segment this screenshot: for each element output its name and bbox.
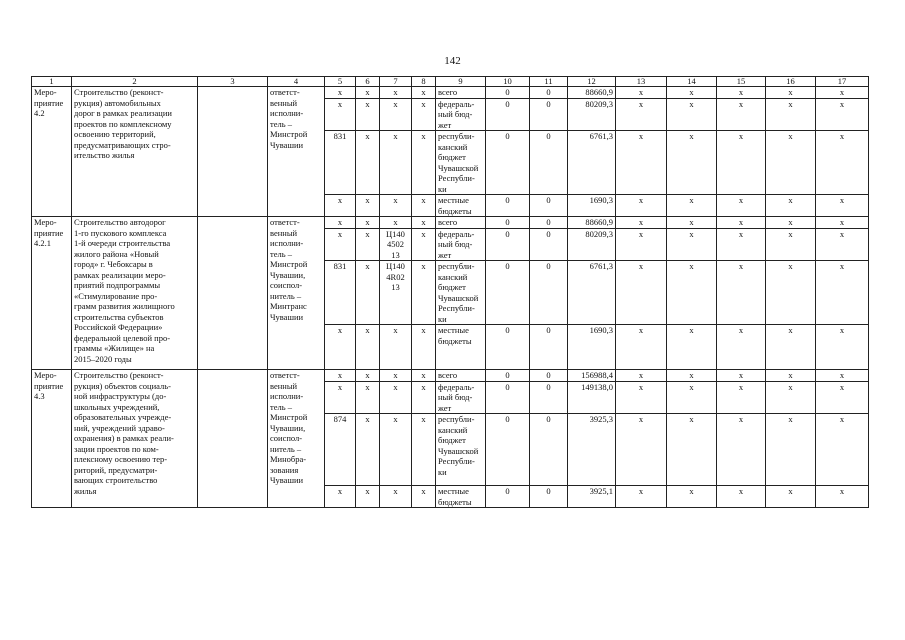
code-cell: Ц140 4R02 13 bbox=[380, 261, 412, 325]
code-cell: x bbox=[325, 381, 356, 414]
code-cell: x bbox=[412, 195, 436, 217]
value-cell: 0 bbox=[530, 217, 568, 229]
responsible-cell: ответст- венный исполни- тель – Минстрой Чувашии, соиспол- нитель – Минобра- зования Чувашии bbox=[268, 370, 325, 508]
code-cell: x bbox=[380, 195, 412, 217]
code-cell: x bbox=[356, 217, 380, 229]
value-cell: 0 bbox=[530, 131, 568, 195]
value-cell: x bbox=[816, 261, 869, 325]
value-cell: x bbox=[667, 261, 717, 325]
code-cell: x bbox=[412, 414, 436, 486]
code-cell: x bbox=[325, 217, 356, 229]
code-cell: x bbox=[412, 131, 436, 195]
column-number: 10 bbox=[486, 77, 530, 87]
value-cell: 0 bbox=[530, 228, 568, 261]
code-cell: x bbox=[412, 98, 436, 131]
funding-source-cell: всего bbox=[436, 370, 486, 382]
value-cell: x bbox=[816, 98, 869, 131]
value-cell: 0 bbox=[486, 228, 530, 261]
value-cell: x bbox=[667, 414, 717, 486]
column-number: 14 bbox=[667, 77, 717, 87]
amount-cell: 156988,4 bbox=[568, 370, 616, 382]
column-number: 12 bbox=[568, 77, 616, 87]
value-cell: 0 bbox=[530, 370, 568, 382]
code-cell: x bbox=[380, 381, 412, 414]
value-cell: x bbox=[816, 486, 869, 508]
code-cell: x bbox=[412, 228, 436, 261]
code-cell: x bbox=[356, 261, 380, 325]
value-cell: 0 bbox=[486, 98, 530, 131]
column-number: 6 bbox=[356, 77, 380, 87]
event-description-cell: Строительство (реконст- рукция) объектов социаль- ной инфраструктуры (до- школьных учреждений, образовательных учрежде- ний, учреждений здраво- охранения) в рамках реали- зации проектов по ком- плексному освоению тер- риторий, предусматри- вающих строительство жилья bbox=[72, 370, 198, 508]
column-number: 8 bbox=[412, 77, 436, 87]
funding-source-cell: федераль- ный бюд- жет bbox=[436, 228, 486, 261]
value-cell: 0 bbox=[486, 414, 530, 486]
value-cell: 0 bbox=[530, 325, 568, 370]
responsible-cell: ответст- венный исполни- тель – Минстрой Чувашии, соиспол- нитель – Минтранс Чувашии bbox=[268, 217, 325, 370]
value-cell: 0 bbox=[530, 87, 568, 99]
empty-cell bbox=[198, 87, 268, 217]
table-row bbox=[32, 217, 869, 229]
code-cell: x bbox=[380, 486, 412, 508]
code-cell: x bbox=[325, 87, 356, 99]
code-cell: x bbox=[356, 370, 380, 382]
amount-cell: 88660,9 bbox=[568, 217, 616, 229]
value-cell: 0 bbox=[530, 195, 568, 217]
code-cell: x bbox=[356, 131, 380, 195]
funding-source-cell: республи- канский бюджет Чувашской Республи- ки bbox=[436, 131, 486, 195]
value-cell: x bbox=[816, 87, 869, 99]
code-cell: x bbox=[380, 325, 412, 370]
value-cell: x bbox=[766, 131, 816, 195]
value-cell: x bbox=[766, 261, 816, 325]
value-cell: x bbox=[667, 325, 717, 370]
page-number: 142 bbox=[444, 55, 461, 67]
code-cell: x bbox=[380, 217, 412, 229]
value-cell: x bbox=[616, 98, 667, 131]
funding-source-cell: всего bbox=[436, 87, 486, 99]
value-cell: x bbox=[717, 325, 766, 370]
value-cell: x bbox=[766, 98, 816, 131]
column-number: 17 bbox=[816, 77, 869, 87]
code-cell: x bbox=[356, 325, 380, 370]
code-cell: x bbox=[412, 381, 436, 414]
value-cell: x bbox=[816, 217, 869, 229]
value-cell: 0 bbox=[530, 414, 568, 486]
funding-source-cell: местные бюджеты bbox=[436, 195, 486, 217]
code-cell: x bbox=[380, 131, 412, 195]
event-id-cell: Меро- приятие 4.3 bbox=[32, 370, 72, 508]
code-cell: x bbox=[325, 228, 356, 261]
value-cell: x bbox=[717, 98, 766, 131]
funding-source-cell: федераль- ный бюд- жет bbox=[436, 381, 486, 414]
event-id-cell: Меро- приятие 4.2.1 bbox=[32, 217, 72, 370]
value-cell: x bbox=[766, 381, 816, 414]
value-cell: x bbox=[766, 325, 816, 370]
event-description-cell: Строительство автодорог 1-го пускового комплекса 1-й очереди строительства жилого района «Новый город» г. Чебоксары в рамках реализации меро- приятий подпрограммы «Стимулирование про- грамм развития жилищного строительства субъектов Российской Федерации» федеральной целевой про- граммы «Жилище» на 2015–2020 годы bbox=[72, 217, 198, 370]
responsible-cell: ответст- венный исполни- тель – Минстрой Чувашии bbox=[268, 87, 325, 217]
value-cell: x bbox=[766, 370, 816, 382]
empty-cell bbox=[198, 217, 268, 370]
amount-cell: 88660,9 bbox=[568, 87, 616, 99]
amount-cell: 1690,3 bbox=[568, 195, 616, 217]
code-cell: x bbox=[325, 98, 356, 131]
code-cell: x bbox=[356, 195, 380, 217]
amount-cell: 6761,3 bbox=[568, 131, 616, 195]
value-cell: x bbox=[616, 325, 667, 370]
value-cell: 0 bbox=[486, 261, 530, 325]
value-cell: x bbox=[667, 98, 717, 131]
value-cell: x bbox=[616, 217, 667, 229]
value-cell: x bbox=[616, 370, 667, 382]
value-cell: x bbox=[667, 131, 717, 195]
code-cell: x bbox=[380, 414, 412, 486]
value-cell: x bbox=[717, 381, 766, 414]
value-cell: x bbox=[667, 228, 717, 261]
value-cell: x bbox=[616, 414, 667, 486]
value-cell: 0 bbox=[486, 195, 530, 217]
amount-cell: 3925,3 bbox=[568, 414, 616, 486]
value-cell: x bbox=[616, 131, 667, 195]
code-cell: x bbox=[380, 87, 412, 99]
value-cell: 0 bbox=[486, 381, 530, 414]
code-cell: x bbox=[356, 381, 380, 414]
column-number: 2 bbox=[72, 77, 198, 87]
budget-table bbox=[31, 76, 869, 508]
empty-cell bbox=[198, 370, 268, 508]
code-cell: 831 bbox=[325, 131, 356, 195]
column-number: 9 bbox=[436, 77, 486, 87]
value-cell: x bbox=[717, 486, 766, 508]
value-cell: 0 bbox=[486, 87, 530, 99]
value-cell: x bbox=[717, 414, 766, 486]
value-cell: x bbox=[816, 195, 869, 217]
amount-cell: 80209,3 bbox=[568, 228, 616, 261]
value-cell: x bbox=[717, 87, 766, 99]
value-cell: x bbox=[616, 195, 667, 217]
column-number: 13 bbox=[616, 77, 667, 87]
table-row bbox=[32, 87, 869, 99]
code-cell: 831 bbox=[325, 261, 356, 325]
value-cell: x bbox=[766, 87, 816, 99]
value-cell: x bbox=[667, 486, 717, 508]
amount-cell: 80209,3 bbox=[568, 98, 616, 131]
column-number: 5 bbox=[325, 77, 356, 87]
column-number: 4 bbox=[268, 77, 325, 87]
value-cell: x bbox=[766, 414, 816, 486]
column-number: 11 bbox=[530, 77, 568, 87]
value-cell: x bbox=[816, 131, 869, 195]
value-cell: x bbox=[616, 486, 667, 508]
amount-cell: 1690,3 bbox=[568, 325, 616, 370]
value-cell: x bbox=[717, 195, 766, 217]
funding-source-cell: республи- канский бюджет Чувашской Республи- ки bbox=[436, 414, 486, 486]
value-cell: x bbox=[667, 370, 717, 382]
value-cell: 0 bbox=[486, 217, 530, 229]
value-cell: x bbox=[816, 370, 869, 382]
amount-cell: 149138,0 bbox=[568, 381, 616, 414]
value-cell: x bbox=[616, 87, 667, 99]
column-number: 16 bbox=[766, 77, 816, 87]
amount-cell: 6761,3 bbox=[568, 261, 616, 325]
value-cell: x bbox=[717, 261, 766, 325]
column-number: 7 bbox=[380, 77, 412, 87]
value-cell: 0 bbox=[486, 486, 530, 508]
event-id-cell: Меро- приятие 4.2 bbox=[32, 87, 72, 217]
code-cell: x bbox=[412, 325, 436, 370]
code-cell: x bbox=[356, 486, 380, 508]
value-cell: x bbox=[766, 486, 816, 508]
value-cell: x bbox=[717, 217, 766, 229]
funding-source-cell: местные бюджеты bbox=[436, 325, 486, 370]
code-cell: x bbox=[412, 261, 436, 325]
value-cell: x bbox=[717, 228, 766, 261]
value-cell: 0 bbox=[530, 98, 568, 131]
code-cell: x bbox=[356, 98, 380, 131]
value-cell: x bbox=[816, 228, 869, 261]
value-cell: 0 bbox=[530, 486, 568, 508]
value-cell: x bbox=[816, 381, 869, 414]
value-cell: x bbox=[667, 381, 717, 414]
funding-source-cell: федераль- ный бюд- жет bbox=[436, 98, 486, 131]
funding-source-cell: всего bbox=[436, 217, 486, 229]
column-number: 15 bbox=[717, 77, 766, 87]
funding-source-cell: республи- канский бюджет Чувашской Республи- ки bbox=[436, 261, 486, 325]
table-row bbox=[32, 370, 869, 382]
code-cell: x bbox=[356, 87, 380, 99]
code-cell: x bbox=[412, 87, 436, 99]
value-cell: 0 bbox=[530, 381, 568, 414]
code-cell: 874 bbox=[325, 414, 356, 486]
code-cell: Ц140 4502 13 bbox=[380, 228, 412, 261]
value-cell: x bbox=[766, 217, 816, 229]
code-cell: x bbox=[356, 228, 380, 261]
code-cell: x bbox=[325, 195, 356, 217]
code-cell: x bbox=[380, 370, 412, 382]
code-cell: x bbox=[356, 414, 380, 486]
value-cell: x bbox=[667, 217, 717, 229]
column-number-row bbox=[32, 77, 869, 87]
value-cell: 0 bbox=[486, 131, 530, 195]
value-cell: x bbox=[816, 325, 869, 370]
value-cell: 0 bbox=[486, 370, 530, 382]
code-cell: x bbox=[412, 370, 436, 382]
code-cell: x bbox=[412, 486, 436, 508]
value-cell: x bbox=[616, 261, 667, 325]
column-number: 1 bbox=[32, 77, 72, 87]
value-cell: x bbox=[766, 228, 816, 261]
value-cell: x bbox=[766, 195, 816, 217]
value-cell: x bbox=[816, 414, 869, 486]
code-cell: x bbox=[325, 486, 356, 508]
code-cell: x bbox=[380, 98, 412, 131]
funding-source-cell: местные бюджеты bbox=[436, 486, 486, 508]
value-cell: x bbox=[616, 228, 667, 261]
value-cell: x bbox=[667, 87, 717, 99]
value-cell: x bbox=[717, 370, 766, 382]
amount-cell: 3925,1 bbox=[568, 486, 616, 508]
code-cell: x bbox=[325, 325, 356, 370]
value-cell: x bbox=[616, 381, 667, 414]
code-cell: x bbox=[325, 370, 356, 382]
value-cell: x bbox=[667, 195, 717, 217]
value-cell: 0 bbox=[486, 325, 530, 370]
event-description-cell: Строительство (реконст- рукция) автомобильных дорог в рамках реализации проектов по комплексному освоению территорий, предусматривающих стро- ительство жилья bbox=[72, 87, 198, 217]
code-cell: x bbox=[412, 217, 436, 229]
value-cell: x bbox=[717, 131, 766, 195]
column-number: 3 bbox=[198, 77, 268, 87]
value-cell: 0 bbox=[530, 261, 568, 325]
